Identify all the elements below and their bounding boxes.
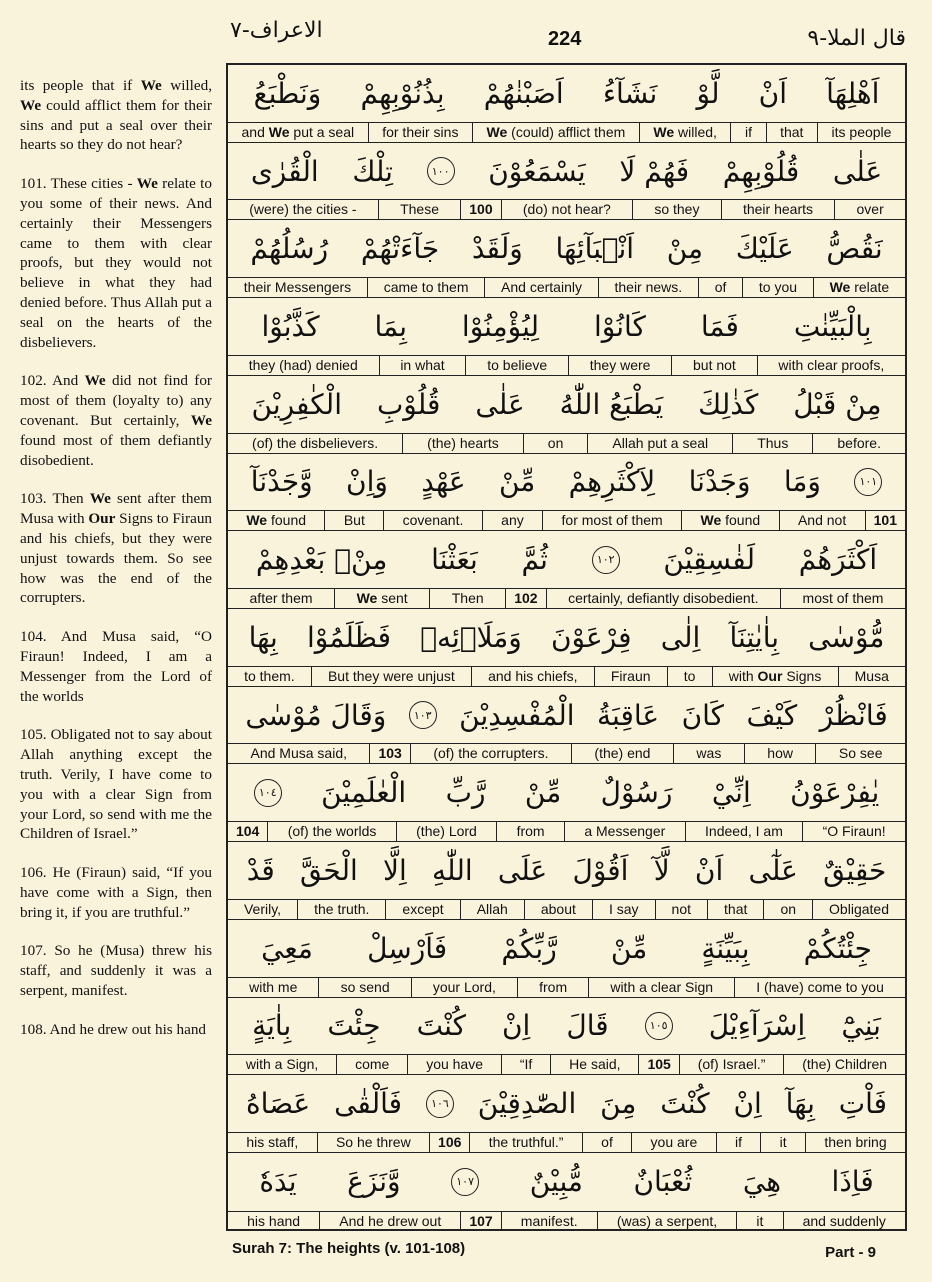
arabic-word: اَنْ bbox=[694, 854, 724, 888]
arabic-word: بِمَا bbox=[374, 310, 407, 344]
arabic-word: كُنْتَ bbox=[660, 1087, 710, 1121]
arabic-word: اَنْ bbox=[758, 76, 787, 110]
translation-paragraph: 105. Obligated not to say about Allah anything except the truth. Verily, I have come to you with a clear Sign from your Lord, so send with me the Children of Israel.” bbox=[20, 726, 212, 843]
arabic-word: نَشَآءُ bbox=[602, 76, 658, 110]
verse-row bbox=[228, 920, 905, 998]
english-gloss-cell: in what bbox=[379, 356, 466, 375]
arabic-word: مِّنْ bbox=[498, 465, 536, 499]
arabic-word: وَنَطْبَعُ bbox=[253, 76, 322, 110]
arabic-word: بِاٰيٰتِنَآ bbox=[729, 620, 780, 654]
english-gloss-cell: with clear proofs, bbox=[757, 356, 905, 375]
english-gloss-cell: We found bbox=[681, 511, 778, 530]
page-number: 224 bbox=[548, 28, 582, 50]
english-gloss-cell: it bbox=[736, 1212, 782, 1231]
english-gloss-cell: Then bbox=[429, 589, 505, 608]
english-gloss-line bbox=[228, 1132, 905, 1152]
english-gloss-cell: (were) the cities - bbox=[249, 201, 357, 218]
arabic-word: كَذَّبُوْا bbox=[261, 310, 320, 344]
english-gloss-cell: to them. bbox=[244, 667, 295, 684]
verse-number-cell: 105 bbox=[638, 1055, 678, 1074]
arabic-word: رَّبِّ bbox=[445, 776, 486, 810]
english-gloss-cell: for their sins bbox=[368, 123, 472, 142]
english-gloss-cell: manifest. bbox=[501, 1212, 597, 1231]
english-gloss-cell: And not bbox=[779, 511, 865, 530]
english-gloss-cell: with a Sign, bbox=[245, 1056, 319, 1073]
english-gloss-cell: (the) hearts bbox=[402, 434, 523, 453]
english-gloss-cell: a Messenger bbox=[564, 822, 685, 841]
arabic-word: وَلَقَدْ bbox=[471, 232, 523, 266]
arabic-word: وَّنَزَعَ bbox=[347, 1165, 401, 1199]
english-gloss-cell: you have bbox=[407, 1055, 501, 1074]
english-gloss-cell: their Messengers bbox=[243, 279, 352, 296]
english-gloss-cell: Allah bbox=[460, 900, 524, 919]
english-gloss-line bbox=[228, 1054, 905, 1074]
english-gloss-cell: come bbox=[336, 1055, 407, 1074]
arabic-word: اَكْثَرَهُمْ bbox=[798, 543, 878, 577]
verse-row bbox=[228, 998, 905, 1076]
verse-number-cell: 104 bbox=[235, 823, 260, 840]
arabic-word: كَذٰلِكَ bbox=[698, 387, 759, 421]
english-gloss-cell: on bbox=[763, 900, 812, 919]
english-gloss-cell: so they bbox=[632, 200, 721, 219]
arabic-word: رُسُلُهُمْ bbox=[250, 232, 329, 266]
verse-row bbox=[228, 143, 905, 221]
translation-paragraph: its people that if We willed, We could afflict them for their sins and put a seal over their hearts so they do not hear? bbox=[20, 77, 212, 154]
arabic-word: مُّوْسٰى bbox=[808, 620, 885, 654]
english-gloss-cell: about bbox=[524, 900, 592, 919]
arabic-word: عَلٰٓى bbox=[748, 854, 798, 888]
verse-row bbox=[228, 454, 905, 532]
arabic-word: بِاٰيَةٍ bbox=[252, 1009, 292, 1043]
arabic-word: وَمَلَا۟ئِهٖ bbox=[420, 620, 522, 654]
verse-number-marker: ١٠٧ bbox=[451, 1168, 479, 1196]
arabic-line bbox=[228, 143, 905, 200]
translation-paragraph: 107. So he (Musa) threw his staff, and suddenly it was a serpent, manifest. bbox=[20, 942, 212, 1000]
english-gloss-cell: “If bbox=[501, 1055, 550, 1074]
english-gloss-cell: Musa bbox=[838, 667, 906, 686]
english-gloss-line bbox=[228, 666, 905, 686]
english-gloss-cell: and his chiefs, bbox=[471, 667, 594, 686]
arabic-word: اِلٰى bbox=[660, 620, 701, 654]
arabic-word: فَاِذَا bbox=[831, 1165, 874, 1199]
english-gloss-cell: (do) not hear? bbox=[501, 200, 632, 219]
english-gloss-cell: (the) Lord bbox=[396, 822, 496, 841]
verse-row bbox=[228, 65, 905, 143]
english-gloss-cell: if bbox=[730, 123, 765, 142]
translation-paragraph: 108. And he drew out his hand bbox=[20, 1020, 207, 1038]
arabic-word: رَسُوْلٌ bbox=[600, 776, 673, 810]
arabic-word: مُّبِيْنٌ bbox=[529, 1165, 583, 1199]
arabic-word: قُلُوْبِهِمْ bbox=[722, 154, 800, 188]
arabic-word: فَمَا bbox=[700, 310, 739, 344]
english-gloss-line bbox=[228, 355, 905, 375]
arabic-word: عَلٰى bbox=[832, 154, 883, 188]
english-gloss-cell: the truthful.” bbox=[469, 1133, 581, 1152]
english-gloss-cell: with me bbox=[249, 978, 298, 995]
english-gloss-cell: We (could) afflict them bbox=[472, 123, 639, 142]
arabic-word: مِنْ قَبْلُ bbox=[793, 387, 882, 421]
arabic-word: لَفٰسِقِيْنَ bbox=[663, 543, 755, 577]
arabic-word: الْعٰلَمِيْنَ bbox=[321, 776, 407, 810]
english-gloss-cell: except bbox=[385, 900, 459, 919]
arabic-word: لَّآ bbox=[653, 854, 670, 888]
arabic-word: كَانَ bbox=[681, 698, 724, 732]
verse-number-marker: ١٠٦ bbox=[426, 1090, 454, 1118]
english-gloss-cell: most of them bbox=[780, 589, 905, 608]
arabic-word: ثُعْبَانٌ bbox=[633, 1165, 693, 1199]
arabic-line bbox=[228, 531, 905, 588]
arabic-word: وَّجَدْنَآ bbox=[250, 465, 313, 499]
verse-number-marker: ١٠٠ bbox=[427, 157, 455, 185]
arabic-word: مَعِيَ bbox=[261, 931, 313, 965]
english-gloss-cell: after them bbox=[249, 590, 313, 607]
arabic-word: يَسْمَعُوْنَ bbox=[488, 154, 586, 188]
english-gloss-cell: from bbox=[517, 978, 588, 997]
english-gloss-line bbox=[228, 588, 905, 608]
arabic-word: الْكٰفِرِيْنَ bbox=[251, 387, 342, 421]
english-gloss-cell: but not bbox=[671, 356, 756, 375]
arabic-word: اِنِّيْ bbox=[711, 776, 751, 810]
english-gloss-cell: of bbox=[582, 1133, 631, 1152]
arabic-word: الْمُفْسِدِيْنَ bbox=[459, 698, 575, 732]
arabic-line bbox=[228, 764, 905, 821]
verse-number-marker: ١٠٥ bbox=[645, 1012, 673, 1040]
verse-row bbox=[228, 531, 905, 609]
english-gloss-cell: his staff, bbox=[246, 1134, 299, 1151]
arabic-line bbox=[228, 298, 905, 355]
verse-number-marker: ١٠١ bbox=[854, 468, 882, 496]
arabic-word: بَعَثْنَا bbox=[431, 543, 478, 577]
arabic-word: اِنْ bbox=[733, 1087, 762, 1121]
arabic-word: بِهَا bbox=[248, 620, 278, 654]
english-gloss-cell: with a clear Sign bbox=[588, 978, 734, 997]
arabic-word: مِّنْ bbox=[610, 931, 648, 965]
english-gloss-cell: (the) Children bbox=[783, 1055, 905, 1074]
english-gloss-cell: if bbox=[716, 1133, 761, 1152]
arabic-word: الصّٰدِقِيْنَ bbox=[477, 1087, 577, 1121]
arabic-word: مِنْ bbox=[666, 232, 704, 266]
english-gloss-line bbox=[228, 977, 905, 997]
english-gloss-line bbox=[228, 899, 905, 919]
verse-row bbox=[228, 842, 905, 920]
arabic-word: وَاِنْ bbox=[346, 465, 388, 499]
arabic-line bbox=[228, 454, 905, 511]
english-gloss-cell: So he threw bbox=[317, 1133, 429, 1152]
arabic-word: وَقَالَ مُوْسٰى bbox=[245, 698, 387, 732]
arabic-word: عَهْدٍ bbox=[421, 465, 466, 499]
english-gloss-cell: with Our Signs bbox=[712, 667, 838, 686]
footer-part: Part - 9 bbox=[825, 1244, 876, 1261]
arabic-word: كُنْتَ bbox=[416, 1009, 466, 1043]
english-gloss-cell: Obligated bbox=[812, 900, 905, 919]
verse-number-marker: ١٠٣ bbox=[409, 701, 437, 729]
arabic-word: مِّنْ bbox=[524, 776, 562, 810]
english-gloss-cell: (was) a serpent, bbox=[597, 1212, 737, 1231]
english-gloss-cell: certainly, defiantly disobedient. bbox=[546, 589, 780, 608]
english-gloss-cell: And he drew out bbox=[319, 1212, 460, 1231]
arabic-word: قَدْ bbox=[246, 854, 275, 888]
arabic-word: اِسْرَآءِيْلَ bbox=[708, 1009, 806, 1043]
arabic-word: هِيَ bbox=[742, 1165, 781, 1199]
english-gloss-cell: Allah put a seal bbox=[587, 434, 732, 453]
arabic-line bbox=[228, 842, 905, 899]
english-gloss-cell: We found bbox=[246, 512, 307, 529]
english-gloss-cell: covenant. bbox=[383, 511, 482, 530]
translation-column bbox=[20, 76, 212, 1059]
arabic-word: فَهُمْ لَا bbox=[619, 154, 690, 188]
english-gloss-cell: its people bbox=[817, 123, 905, 142]
arabic-line bbox=[228, 220, 905, 277]
english-gloss-cell: they (had) denied bbox=[248, 356, 358, 373]
verse-row bbox=[228, 220, 905, 298]
arabic-word: عَصَاهُ bbox=[246, 1087, 311, 1121]
arabic-word: قَالَ bbox=[566, 1009, 609, 1043]
english-gloss-cell: (of) the worlds bbox=[267, 822, 395, 841]
english-gloss-cell: so send bbox=[318, 978, 410, 997]
arabic-word: عَلَيْكَ bbox=[735, 232, 794, 266]
arabic-word: فَظَلَمُوْا bbox=[306, 620, 392, 654]
arabic-line bbox=[228, 609, 905, 666]
english-gloss-cell: how bbox=[744, 744, 816, 763]
arabic-word: لِاَكْثَرِهِمْ bbox=[568, 465, 656, 499]
arabic-line bbox=[228, 1153, 905, 1211]
english-gloss-cell: And certainly bbox=[484, 278, 597, 297]
arabic-word: بِهَآ bbox=[785, 1087, 815, 1121]
english-gloss-cell: they were bbox=[568, 356, 671, 375]
verse-number-marker: ١٠٢ bbox=[592, 546, 620, 574]
arabic-word: رَّبِّكُمْ bbox=[501, 931, 557, 965]
english-gloss-line bbox=[228, 1211, 905, 1231]
english-gloss-cell: He said, bbox=[550, 1055, 638, 1074]
english-gloss-cell: to bbox=[667, 667, 712, 686]
arabic-word: اَصَبْنٰهُمْ bbox=[483, 76, 564, 110]
arabic-word: لَّوْ bbox=[696, 76, 720, 110]
english-gloss-cell: their hearts bbox=[721, 200, 835, 219]
arabic-word: كَانُوْا bbox=[593, 310, 646, 344]
english-gloss-cell: to believe bbox=[465, 356, 568, 375]
english-gloss-line bbox=[228, 199, 905, 219]
verse-number-cell: 107 bbox=[460, 1212, 500, 1231]
arabic-word: فَاَلْقٰى bbox=[334, 1087, 403, 1121]
verse-row bbox=[228, 1075, 905, 1153]
translation-paragraph: 102. And We did not find for most of them (loyalty to) any covenant. But certainly, We found most of them defiantly disobedient. bbox=[20, 372, 212, 469]
arabic-word: جِئْتَ bbox=[327, 1009, 381, 1043]
arabic-word: اِنْ bbox=[501, 1009, 531, 1043]
verse-row bbox=[228, 687, 905, 765]
arabic-word: جَآءَتْهُمْ bbox=[360, 232, 440, 266]
english-gloss-line bbox=[228, 821, 905, 841]
english-gloss-cell: not bbox=[655, 900, 708, 919]
arabic-line bbox=[228, 65, 905, 122]
footer-surah-title: Surah 7: The heights (v. 101-108) bbox=[232, 1240, 466, 1257]
english-gloss-cell: But bbox=[324, 511, 383, 530]
arabic-word: مِنَ bbox=[600, 1087, 637, 1121]
verse-number-cell: 101 bbox=[865, 511, 905, 530]
english-gloss-line bbox=[228, 743, 905, 763]
arabic-word: لِيُؤْمِنُوْا bbox=[461, 310, 540, 344]
english-gloss-cell: So see bbox=[815, 744, 905, 763]
english-gloss-cell: (of) the disbelievers. bbox=[252, 434, 379, 451]
english-gloss-cell: the truth. bbox=[297, 900, 385, 919]
english-gloss-cell: I (have) come to you bbox=[734, 978, 905, 997]
english-gloss-cell: I say bbox=[592, 900, 655, 919]
english-gloss-cell: Indeed, I am bbox=[685, 822, 803, 841]
english-gloss-cell: their news. bbox=[598, 278, 698, 297]
arabic-word: عَلَى bbox=[497, 854, 548, 888]
english-gloss-cell: These bbox=[378, 200, 460, 219]
english-gloss-cell: it bbox=[760, 1133, 805, 1152]
arabic-word: جِئْتُكُمْ bbox=[803, 931, 872, 965]
arabic-line bbox=[228, 920, 905, 977]
verse-number-cell: 102 bbox=[505, 589, 545, 608]
english-gloss-cell: from bbox=[496, 822, 564, 841]
arabic-line bbox=[228, 998, 905, 1055]
arabic-word: بِذُنُوْبِهِمْ bbox=[360, 76, 445, 110]
arabic-word: بِبَيِّنَةٍ bbox=[701, 931, 750, 965]
english-gloss-cell: your Lord, bbox=[411, 978, 517, 997]
juz-name-header: قال الملا-٩ bbox=[807, 26, 906, 51]
surah-name-header: الاعراف-٧ bbox=[230, 18, 323, 43]
english-gloss-cell: before. bbox=[812, 434, 905, 453]
arabic-word: اَنْۢبَآئِهَا bbox=[555, 232, 635, 266]
english-gloss-cell: then bring bbox=[805, 1133, 905, 1152]
english-gloss-cell: And Musa said, bbox=[250, 745, 347, 762]
arabic-line bbox=[228, 687, 905, 744]
arabic-word: اَهْلِهَآ bbox=[826, 76, 880, 110]
translation-paragraph: 101. These cities - We relate to you some of their news. And certainly their Messengers came to them with clear proofs, but they would not believe in what they had denied before. Thus Allah put a seal on the hearts of the disbelievers. bbox=[20, 175, 212, 351]
english-gloss-cell: and We put a seal bbox=[241, 123, 355, 140]
english-gloss-cell: any bbox=[482, 511, 542, 530]
arabic-word: يَطْبَعُ اللّٰهُ bbox=[559, 387, 664, 421]
arabic-word: بَنِيْٓ bbox=[841, 1009, 881, 1043]
english-gloss-cell: was bbox=[673, 744, 744, 763]
english-gloss-cell: and suddenly bbox=[783, 1212, 906, 1231]
arabic-word: الْقُرٰى bbox=[250, 154, 319, 188]
english-gloss-cell: Thus bbox=[732, 434, 812, 453]
english-gloss-cell: you are bbox=[631, 1133, 715, 1152]
arabic-word: عَاقِبَةُ bbox=[597, 698, 660, 732]
verse-number-cell: 100 bbox=[460, 200, 500, 219]
arabic-word: فَاَرْسِلْ bbox=[367, 931, 448, 965]
arabic-word: تِلْكَ bbox=[352, 154, 393, 188]
arabic-word: وَجَدْنَا bbox=[688, 465, 751, 499]
arabic-word: وَمَا bbox=[783, 465, 821, 499]
verse-number-cell: 106 bbox=[429, 1133, 469, 1152]
arabic-word: اللّٰهِ bbox=[432, 854, 473, 888]
arabic-word: يَدَهٗ bbox=[259, 1165, 297, 1199]
arabic-word: مِنْۢ بَعْدِهِمْ bbox=[255, 543, 388, 577]
english-gloss-line bbox=[228, 510, 905, 530]
arabic-word: فِرْعَوْنَ bbox=[550, 620, 632, 654]
english-gloss-cell: of bbox=[698, 278, 742, 297]
arabic-word: عَلٰى bbox=[475, 387, 525, 421]
arabic-word: الْحَقَّ bbox=[300, 854, 358, 888]
english-gloss-cell: “O Firaun! bbox=[802, 822, 905, 841]
arabic-word: نَقُصُّ bbox=[826, 232, 883, 266]
arabic-line bbox=[228, 376, 905, 433]
arabic-word: فَاْتِ bbox=[838, 1087, 888, 1121]
english-gloss-cell: that bbox=[766, 123, 817, 142]
english-gloss-line bbox=[228, 122, 905, 142]
arabic-word: يٰفِرْعَوْنُ bbox=[790, 776, 880, 810]
translation-paragraph: 104. And Musa said, “O Firaun! Indeed, I am a Messenger from the Lord of the worlds bbox=[20, 628, 212, 705]
verse-row bbox=[228, 609, 905, 687]
word-by-word-grid bbox=[226, 63, 907, 1231]
english-gloss-cell: over bbox=[834, 200, 905, 219]
translation-paragraph: 103. Then We sent after them Musa with Our Signs to Firaun and his chiefs, but they were unjust towards them. So see how was the end of the corrupters. bbox=[20, 490, 213, 607]
english-gloss-cell: We relate bbox=[813, 278, 905, 297]
verse-row bbox=[228, 764, 905, 842]
arabic-word: اَقُوْلَ bbox=[572, 854, 629, 888]
english-gloss-cell: But they were unjust bbox=[311, 667, 471, 686]
arabic-word: ثُمَّ bbox=[521, 543, 548, 577]
english-gloss-cell: his hand bbox=[247, 1212, 301, 1229]
verse-number-cell: 103 bbox=[369, 744, 409, 763]
verse-row bbox=[228, 376, 905, 454]
arabic-word: فَانْظُرْ bbox=[819, 698, 888, 732]
arabic-word: قُلُوْبِ bbox=[376, 387, 441, 421]
arabic-word: بِالْبَيِّنٰتِ bbox=[793, 310, 872, 344]
english-gloss-cell: (of) Israel.” bbox=[679, 1055, 784, 1074]
english-gloss-cell: for most of them bbox=[542, 511, 681, 530]
english-gloss-line bbox=[228, 433, 905, 453]
verse-row bbox=[228, 298, 905, 376]
english-gloss-cell: Firaun bbox=[594, 667, 667, 686]
english-gloss-cell: (of) the corrupters. bbox=[410, 744, 571, 763]
arabic-word: اِلَّا bbox=[383, 854, 407, 888]
english-gloss-cell: Verily, bbox=[243, 900, 282, 917]
english-gloss-cell: We willed, bbox=[639, 123, 731, 142]
english-gloss-cell: came to them bbox=[367, 278, 484, 297]
english-gloss-cell: that bbox=[707, 900, 763, 919]
arabic-word: حَقِيْقٌ bbox=[823, 854, 887, 888]
english-gloss-line bbox=[228, 277, 905, 297]
arabic-line bbox=[228, 1075, 905, 1132]
english-gloss-cell: to you bbox=[742, 278, 813, 297]
translation-paragraph: 106. He (Firaun) said, “If you have come with a Sign, then bring it, if you are truthful.” bbox=[20, 864, 212, 921]
english-gloss-cell: (the) end bbox=[571, 744, 673, 763]
english-gloss-cell: on bbox=[523, 434, 588, 453]
arabic-word: كَيْفَ bbox=[746, 698, 798, 732]
verse-row bbox=[228, 1153, 905, 1231]
english-gloss-cell: We sent bbox=[334, 589, 429, 608]
verse-number-marker: ١٠٤ bbox=[254, 779, 282, 807]
